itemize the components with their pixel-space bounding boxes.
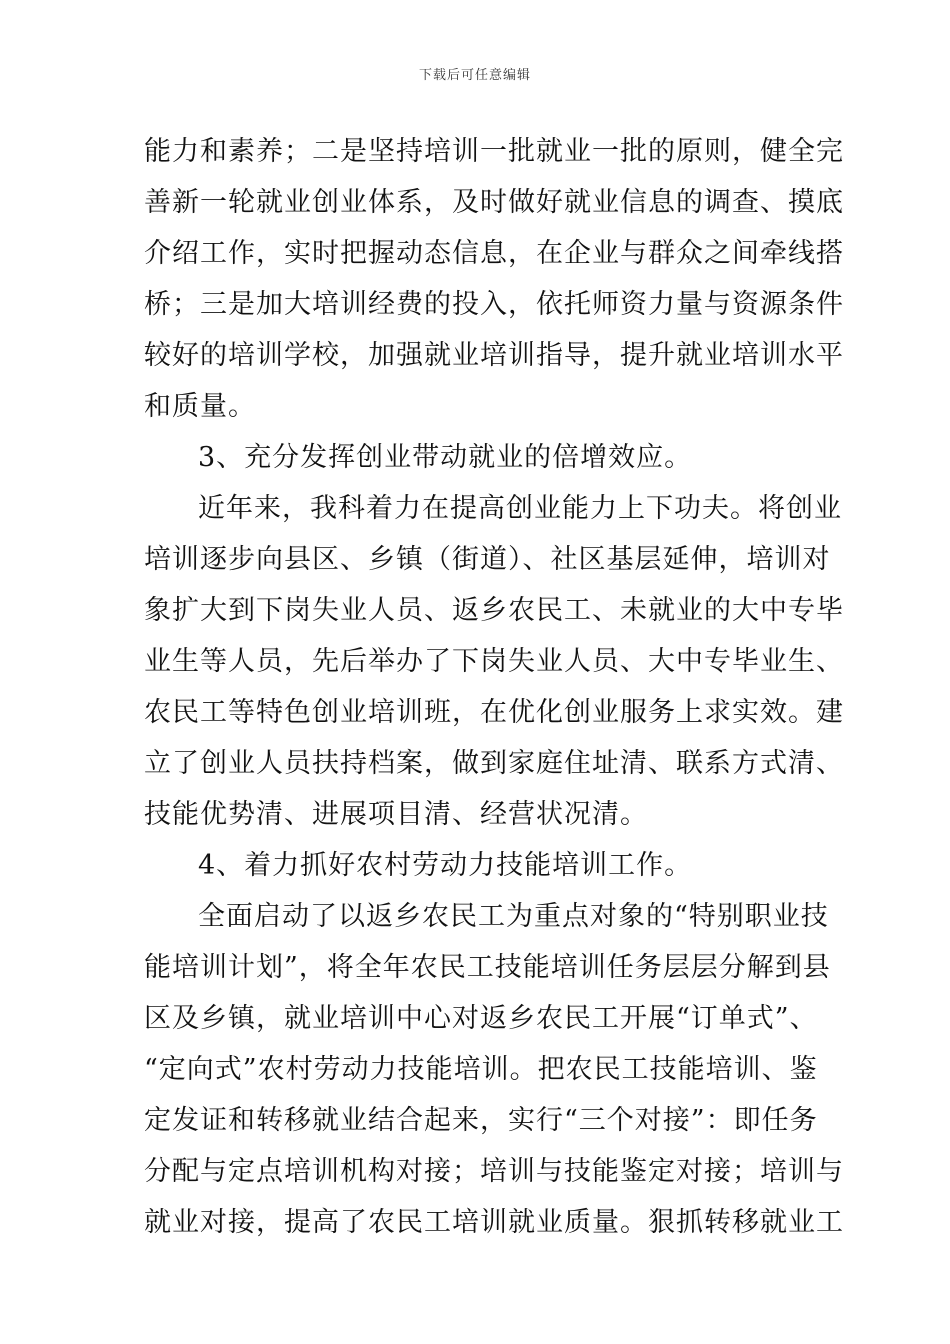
text-line: 培训逐步向县区、乡镇（街道）、社区基层延伸，培训对 — [144, 544, 831, 575]
text-line: 分配与定点培训机构对接；培训与技能鉴定对接；培训与 — [144, 1156, 844, 1187]
text-line: 4、着力抓好农村劳动力技能培训工作。 — [198, 850, 693, 881]
text-line: 区及乡镇，就业培训中心对返乡农民工开展“订单式”、 — [144, 1003, 818, 1034]
text-line: 较好的培训学校，加强就业培训指导，提升就业培训水平 — [144, 340, 844, 371]
text-line: 能培训计划”，将全年农民工技能培训任务层层分解到县 — [144, 952, 831, 983]
text-line: 3、充分发挥创业带动就业的倍增效应。 — [198, 442, 693, 473]
text-line: 和质量。 — [144, 391, 256, 422]
text-line: 介绍工作，实时把握动态信息，在企业与群众之间牵线搭 — [144, 238, 844, 269]
text-line: 近年来，我科着力在提高创业能力上下功夫。将创业 — [198, 493, 842, 524]
text-line: 能力和素养；二是坚持培训一批就业一批的原则，健全完 — [144, 136, 844, 167]
text-line: 技能优势清、进展项目清、经营状况清。 — [144, 799, 648, 830]
text-line: 就业对接，提高了农民工培训就业质量。狠抓转移就业工 — [144, 1207, 844, 1238]
text-line: “定向式”农村劳动力技能培训。把农民工技能培训、鉴 — [144, 1054, 818, 1085]
text-line: 立了创业人员扶持档案，做到家庭住址清、联系方式清、 — [144, 748, 844, 779]
text-line: 桥；三是加大培训经费的投入，依托师资力量与资源条件 — [144, 289, 844, 320]
document-body — [144, 126, 844, 1248]
page-header: 下载后可任意编辑 — [418, 68, 531, 83]
text-line: 善新一轮就业创业体系，及时做好就业信息的调查、摸底 — [144, 187, 844, 218]
text-line: 全面启动了以返乡农民工为重点对象的“特别职业技 — [198, 901, 829, 932]
text-line: 定发证和转移就业结合起来，实行“三个对接”：即任务 — [144, 1105, 818, 1136]
text-line: 农民工等特色创业培训班，在优化创业服务上求实效。建 — [144, 697, 844, 728]
text-line: 象扩大到下岗失业人员、返乡农民工、未就业的大中专毕 — [144, 595, 844, 626]
text-line: 业生等人员，先后举办了下岗失业人员、大中专毕业生、 — [144, 646, 844, 677]
